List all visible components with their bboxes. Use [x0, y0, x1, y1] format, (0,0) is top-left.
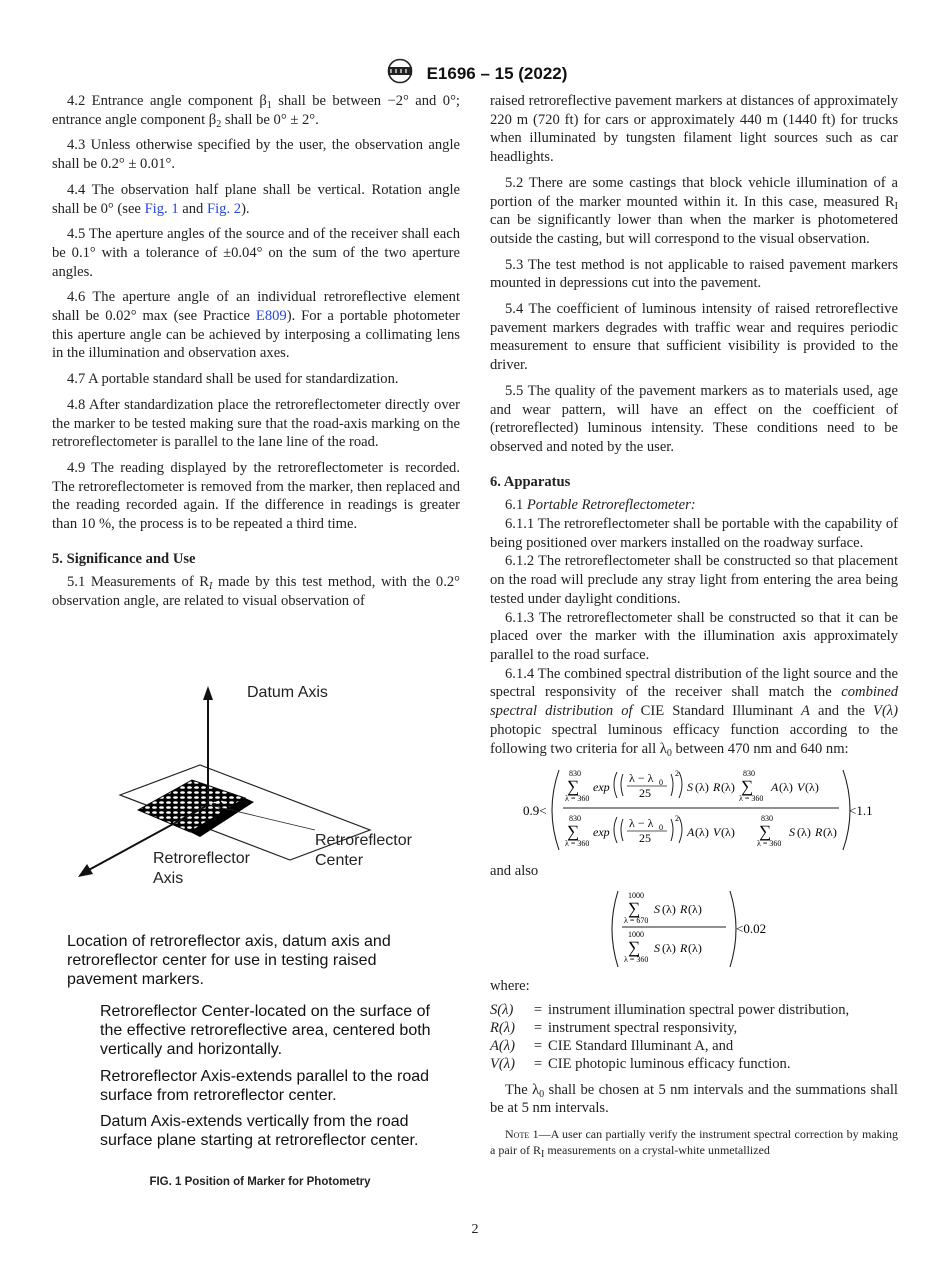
- svg-text:(λ): (λ): [779, 780, 793, 795]
- svg-text:S: S: [654, 940, 660, 955]
- svg-text:0: 0: [659, 778, 663, 788]
- svg-text:R: R: [713, 780, 721, 795]
- para-5-2: 5.2 There are some castings that block vehicle illumination of a portion of the marker mounted within it. In this case, measured $R_I$ can be significantly lower than when the marker is photometered outside the casting, but will correspond to the visual observation.: [490, 174, 898, 247]
- svg-text:∑: ∑: [567, 777, 580, 797]
- datum-axis-label: Datum Axis: [247, 684, 328, 701]
- svg-text:2: 2: [675, 769, 679, 779]
- svg-text:830: 830: [743, 769, 755, 779]
- svg-text:exp: exp: [593, 825, 610, 840]
- definition-row: V(λ) = CIE photopic luminous efficacy function.: [490, 1055, 791, 1072]
- para-6-1: 6.1 Portable Retroreflectometer:: [505, 497, 696, 514]
- svg-text:(λ): (λ): [797, 825, 811, 840]
- svg-text:0: 0: [659, 823, 663, 833]
- para-5-5: 5.5 The quality of the pavement markers as to materials used, age and wear pattern, will have an effect on the coefficient of (retroreflected) luminous intensity. These conditions need to be observed and noted by the user.: [490, 382, 898, 455]
- svg-text:λ = 360: λ = 360: [739, 794, 764, 804]
- retro-axis-label-2: Axis: [153, 870, 184, 887]
- svg-text:830: 830: [569, 769, 581, 779]
- para-5-3: 5.3 The test method is not applicable to raised pavement markers mounted in depressions cut into the pavement.: [490, 256, 898, 292]
- standard-designation: E1696 – 15 (2022): [426, 63, 568, 83]
- retro-center-label-2: Center: [315, 852, 364, 869]
- para-6-1-2: 6.1.2 The retroreflectometer shall be constructed so that placement on the road will preclude any stray light from entering the area being tested under daylight conditions.: [490, 553, 898, 607]
- section-6-heading: 6. Apparatus: [490, 473, 571, 490]
- svg-text:2: 2: [675, 814, 679, 824]
- fig1-link[interactable]: Fig. 1: [144, 200, 179, 217]
- svg-text:1000: 1000: [628, 929, 644, 939]
- eq1-right-bound: <1.1: [849, 803, 873, 819]
- svg-text:(λ): (λ): [662, 940, 676, 955]
- fig-caption-intro: Location of retroreflector axis, datum axis and retroreflector center for use in testing raised pavement markers.: [67, 933, 391, 988]
- svg-text:1000: 1000: [628, 890, 644, 900]
- svg-text:(λ): (λ): [688, 940, 702, 955]
- figure-1: [60, 680, 460, 1200]
- svg-text:∑: ∑: [628, 898, 641, 918]
- retro-axis-arrow-icon: [78, 864, 93, 877]
- para-4-2: 4.2 Entrance angle component $\beta_1$ shall be between −2° and 0°; entrance angle component $\beta_2$ shall be 0° ± 2°.: [52, 93, 460, 130]
- retro-axis-label-1: Retroreflector: [153, 850, 250, 867]
- para-4-7: 4.7 A portable standard shall be used for standardization.: [67, 371, 399, 388]
- svg-text:830: 830: [761, 814, 773, 824]
- svg-text:(λ): (λ): [721, 825, 735, 840]
- svg-text:λ = 360: λ = 360: [565, 794, 590, 804]
- definition-row: A(λ) = CIE Standard Illuminant A, and: [490, 1037, 734, 1054]
- para-4-9: 4.9 The reading displayed by the retroreflectometer is recorded. The retroreflectometer is removed from the marker, then replaced and the reading recorded again. If the difference in readings is greater than 10 %, the process is to be repeated a third time.: [52, 459, 460, 533]
- svg-text:λ = 360: λ = 360: [757, 839, 782, 849]
- where-label: where:: [490, 977, 530, 994]
- svg-text:R: R: [680, 901, 688, 916]
- svg-text:R: R: [815, 825, 823, 840]
- svg-text:(λ): (λ): [695, 780, 709, 795]
- svg-text:λ − λ: λ − λ: [629, 771, 654, 786]
- svg-text:(λ): (λ): [695, 825, 709, 840]
- svg-text:S: S: [687, 780, 693, 795]
- svg-text:A: A: [771, 780, 779, 795]
- svg-text:∑: ∑: [628, 937, 641, 957]
- fig-caption-axis: Retroreflector Axis-extends parallel to the road surface from retroreflector center.: [100, 1068, 430, 1104]
- note-1: Note 1—A user can partially verify the instrument spectral correction by making a pair of $R_I$ measurements on a crystal-white unmetallized: [490, 1127, 899, 1161]
- svg-text:S: S: [789, 825, 795, 840]
- right-column: [490, 92, 899, 1161]
- svg-text:S: S: [654, 901, 660, 916]
- page-number: 2: [471, 1222, 479, 1237]
- para-6-1-1: 6.1.1 The retroreflectometer shall be portable with the capability of being positioned over markers installed on the roadway surface.: [490, 516, 898, 551]
- section-5-heading: 5. Significance and Use: [52, 550, 196, 567]
- svg-text:(λ): (λ): [823, 825, 837, 840]
- svg-text:V: V: [797, 780, 805, 795]
- para-lambda-intervals: The $\lambda_0$ shall be chosen at 5 nm intervals and the summations shall be at 5 nm intervals.: [490, 1081, 898, 1117]
- fig2-link[interactable]: Fig. 2: [207, 200, 242, 217]
- datum-arrow-icon: [203, 686, 213, 700]
- svg-text:25: 25: [639, 786, 651, 801]
- para-4-8: 4.8 After standardization place the retroreflectometer directly over the marker to be tested making sure that the road-axis marking on the retroreflectometer is parallel to the lane line of the road.: [52, 396, 460, 451]
- svg-text:(λ): (λ): [688, 901, 702, 916]
- svg-text:R: R: [680, 940, 688, 955]
- svg-text:(λ): (λ): [662, 901, 676, 916]
- left-column: [52, 92, 460, 618]
- svg-text:V: V: [713, 825, 721, 840]
- page-header: [0, 58, 950, 89]
- svg-text:exp: exp: [593, 780, 610, 795]
- svg-text:λ = 360: λ = 360: [565, 839, 590, 849]
- svg-text:830: 830: [569, 814, 581, 824]
- e809-link[interactable]: E809: [255, 308, 287, 325]
- svg-text:(λ): (λ): [805, 780, 819, 795]
- astm-logo-icon: [383, 58, 417, 89]
- para-4-4: 4.4 The observation half plane shall be vertical. Rotation angle shall be 0° (see Fig. 1 and Fig. 2).: [52, 181, 460, 217]
- retro-center-label-1: Retroreflector: [315, 832, 412, 849]
- eq2-right-bound: <0.02: [736, 920, 767, 936]
- svg-text:25: 25: [639, 831, 651, 846]
- para-4-6: 4.6 The aperture angle of an individual retroreflective element shall be 0.02° max (see Practice E809). For a portable photometer this aperture angle can be achieved by interposing a collimating lens in the illumination and observation axes.: [52, 289, 460, 362]
- svg-text:(λ): (λ): [721, 780, 735, 795]
- para-5-1-cont: raised retroreflective pavement markers at distances of approximately 220 m (720 ft) for cars or approximately 440 m (1440 ft) for trucks when illuminated by tungsten filament light sources such as car headlights.: [490, 93, 898, 166]
- figure-title: FIG. 1 Position of Marker for Photometry: [149, 1176, 371, 1188]
- svg-text:λ = 360: λ = 360: [624, 954, 649, 964]
- para-6-1-3: 6.1.3 The retroreflectometer shall be constructed so that it can be placed over the marker with the illumination axis approximately parallel to the road surface.: [490, 609, 898, 663]
- marker-reflective-face: [138, 780, 245, 832]
- svg-text:∑: ∑: [567, 822, 580, 842]
- para-4-3: 4.3 Unless otherwise specified by the user, the observation angle shall be 0.2° ± 0.01°.: [52, 137, 460, 173]
- para-6-1-4: 6.1.4 The combined spectral distribution of the light source and the spectral responsivity of the receiver shall match the combined spectral distribution of CIE Standard Illuminant A and the V(λ) photopic spectral luminous efficacy function according to the following two criteria for all $\lambda_0$ between 470 nm and 640 nm:: [490, 665, 898, 759]
- svg-text:A: A: [687, 825, 695, 840]
- equation-2: [490, 887, 898, 971]
- marker-diagram: [60, 680, 460, 910]
- svg-text:λ − λ: λ − λ: [629, 816, 654, 831]
- para-5-4: 5.4 The coefficient of luminous intensity of raised retroreflective pavement markers degrades with traffic wear and requires periodic measurement to ensure that sufficient visibility is provided to the driver.: [490, 301, 898, 374]
- fig-caption-center: Retroreflector Center-located on the surface of the effective retroreflective area, centered both vertically and horizontally.: [100, 1003, 431, 1058]
- eq1-left-bound: 0.9<: [523, 803, 547, 819]
- definition-row: R(λ) = instrument spectral responsivity,: [490, 1019, 738, 1036]
- svg-text:λ = 670: λ = 670: [624, 915, 649, 925]
- definitions-list: [490, 1001, 898, 1073]
- definition-row: S(λ) = instrument illumination spectral power distribution,: [490, 1001, 850, 1018]
- svg-text:∑: ∑: [759, 822, 772, 842]
- para-5-1: 5.1 Measurements of $R_I$ made by this test method, with the 0.2° observation angle, are related to visual observation of: [52, 574, 461, 610]
- para-4-5: 4.5 The aperture angles of the source and of the receiver shall each be 0.1° with a tolerance of ±0.04° on the sum of the two aperture angles.: [52, 226, 460, 280]
- fig-caption-datum: Datum Axis-extends vertically from the road surface plane starting at retroreflector center.: [100, 1113, 419, 1149]
- equation-1: [490, 764, 898, 856]
- and-also: and also: [490, 863, 539, 880]
- svg-text:∑: ∑: [741, 777, 754, 797]
